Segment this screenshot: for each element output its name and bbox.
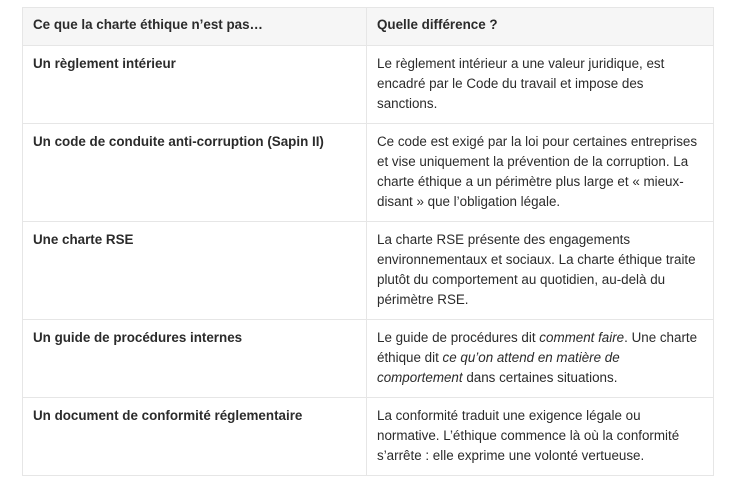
row-term: Un code de conduite anti-corruption (Sapin II)	[23, 124, 367, 222]
description-text: La conformité traduit une exigence légale ou normative. L’éthique commence là où la conformité s’arrête : elle exprime une volonté vertueuse.	[377, 408, 680, 463]
description-emphasis: comment faire	[539, 330, 625, 345]
description-text: La charte RSE présente des engagements environnementaux et sociaux. La charte éthique traite plutôt du comportement au quotidien, au-delà du périmètre RSE.	[377, 232, 696, 307]
description-text: Le guide de procédures dit	[377, 330, 540, 345]
comparison-table	[22, 7, 714, 476]
row-term: Une charte RSE	[23, 222, 367, 320]
row-description	[367, 46, 714, 124]
table-row	[23, 222, 714, 320]
comparison-table-container	[22, 7, 713, 476]
row-description	[367, 222, 714, 320]
row-description	[367, 320, 714, 398]
table-body	[23, 46, 714, 476]
description-text: Ce code est exigé par la loi pour certaines entreprises et vise uniquement la prévention de la corruption. La charte éthique a un périmètre plus large et « mieux-disant » que l’obligation légale.	[377, 134, 698, 209]
column-header-difference: Quelle différence ?	[367, 8, 714, 46]
column-header-not: Ce que la charte éthique n’est pas…	[23, 8, 367, 46]
table-header-row	[23, 8, 714, 46]
description-text: . Une charte éthique dit	[377, 330, 698, 365]
description-text: Le règlement intérieur a une valeur juridique, est encadré par le Code du travail et impose des sanctions.	[377, 56, 665, 111]
description-text: dans certaines situations.	[462, 370, 618, 385]
row-term: Un document de conformité réglementaire	[23, 398, 367, 476]
row-term: Un règlement intérieur	[23, 46, 367, 124]
row-description	[367, 398, 714, 476]
description-emphasis: ce qu’on attend en matière de comportement	[377, 350, 620, 385]
table-row	[23, 124, 714, 222]
table-row	[23, 46, 714, 124]
table-row	[23, 320, 714, 398]
row-description	[367, 124, 714, 222]
table-row	[23, 398, 714, 476]
row-term: Un guide de procédures internes	[23, 320, 367, 398]
